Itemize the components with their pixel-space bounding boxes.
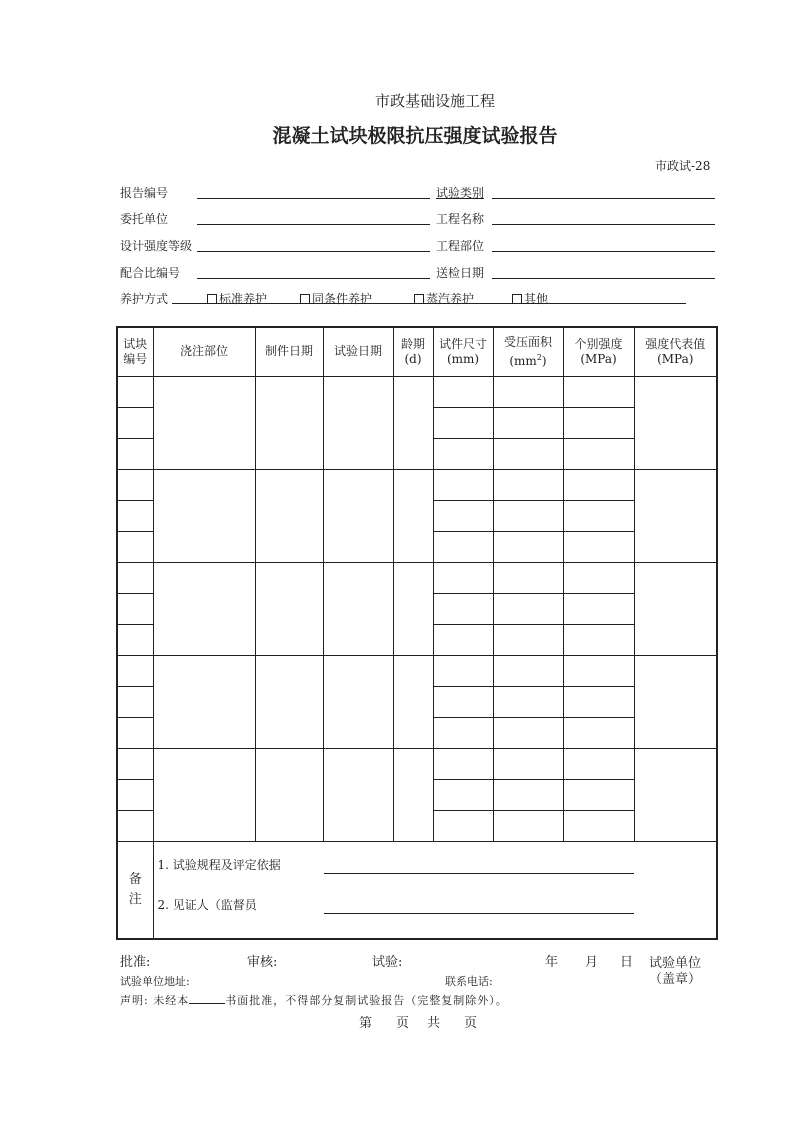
make-date-cell[interactable]: [255, 376, 323, 469]
test-label: 试验:: [372, 955, 403, 970]
remarks-item-2: 2. 见证人（监督员: [157, 897, 257, 912]
size-cell[interactable]: [433, 531, 493, 562]
block-no-cell[interactable]: [117, 593, 153, 624]
block-no-cell[interactable]: [117, 686, 153, 717]
test-date-cell[interactable]: [323, 655, 393, 748]
approve-label: 批准:: [120, 955, 151, 970]
age-cell[interactable]: [393, 469, 433, 562]
pour-part-cell[interactable]: [153, 562, 255, 655]
curing-option-label: 其他: [524, 292, 549, 306]
mix-no-label: 配合比编号: [120, 266, 181, 280]
strength-cell[interactable]: [563, 500, 634, 531]
area-cell[interactable]: [493, 810, 563, 841]
test-type-field[interactable]: [492, 198, 715, 199]
statement: 声明: 未经本 书面批准，不得部分复制试验报告（完整复制除外）。: [120, 994, 508, 1007]
remarks-row: [117, 841, 717, 939]
curing-label: 养护方式: [120, 292, 169, 306]
curing-option-label: 同条件养护: [312, 292, 373, 306]
col-age: 龄期 (d): [393, 327, 433, 376]
age-cell[interactable]: [393, 562, 433, 655]
block-no-cell[interactable]: [117, 438, 153, 469]
strength-cell[interactable]: [563, 438, 634, 469]
make-date-cell[interactable]: [255, 562, 323, 655]
test-date-cell[interactable]: [323, 469, 393, 562]
pour-part-cell[interactable]: [153, 655, 255, 748]
col-strength: 个别强度 (MPa): [563, 327, 634, 376]
strength-cell[interactable]: [563, 717, 634, 748]
strength-cell[interactable]: [563, 686, 634, 717]
statement-blank[interactable]: [189, 993, 225, 1004]
test-results-table: [116, 326, 718, 940]
size-cell[interactable]: [433, 686, 493, 717]
size-cell[interactable]: [433, 407, 493, 438]
col-make-date: 制件日期: [255, 327, 323, 376]
size-cell[interactable]: [433, 500, 493, 531]
strength-cell[interactable]: [563, 624, 634, 655]
stamp-line-2: （盖章）: [649, 972, 702, 987]
remarks-basis-field[interactable]: [324, 873, 634, 874]
strength-cell[interactable]: [563, 407, 634, 438]
stamp-line-1: 试验单位: [649, 956, 702, 971]
curing-option-steam[interactable]: [414, 290, 474, 307]
block-no-cell[interactable]: [117, 500, 153, 531]
review-label: 审核:: [247, 955, 278, 970]
strength-cell[interactable]: [563, 469, 634, 500]
test-type-label: 试验类别: [436, 186, 485, 200]
report-no-label: 报告编号: [120, 186, 169, 200]
witness-field[interactable]: [324, 913, 634, 914]
table-row: [117, 562, 717, 593]
area-cell[interactable]: [493, 593, 563, 624]
curing-option-other[interactable]: [512, 290, 548, 307]
representative-cell[interactable]: [634, 562, 717, 655]
area-cell[interactable]: [493, 438, 563, 469]
block-no-cell[interactable]: [117, 717, 153, 748]
design-grade-label: 设计强度等级: [120, 239, 193, 253]
submit-date-label: 送检日期: [436, 266, 485, 280]
size-cell[interactable]: [433, 717, 493, 748]
block-no-cell[interactable]: [117, 748, 153, 779]
size-cell[interactable]: [433, 779, 493, 810]
area-cell[interactable]: [493, 469, 563, 500]
month-label: 月: [585, 955, 599, 970]
test-date-cell[interactable]: [323, 376, 393, 469]
pour-part-cell[interactable]: [153, 748, 255, 841]
remarks-label: 备注: [117, 841, 153, 939]
col-representative: 强度代表值 (MPa): [634, 327, 717, 376]
representative-cell[interactable]: [634, 376, 717, 469]
strength-cell[interactable]: [563, 593, 634, 624]
area-cell[interactable]: [493, 500, 563, 531]
page-number: 第 页 共 页: [359, 1016, 478, 1031]
remarks-content: [153, 841, 717, 939]
size-cell[interactable]: [433, 655, 493, 686]
address-label: 试验单位地址:: [120, 975, 190, 988]
checkbox-icon[interactable]: [512, 294, 522, 304]
project-name-label: 工程名称: [436, 212, 485, 226]
area-cell[interactable]: [493, 562, 563, 593]
phone-label: 联系电话:: [445, 975, 493, 988]
size-cell[interactable]: [433, 469, 493, 500]
size-cell[interactable]: [433, 562, 493, 593]
block-no-cell[interactable]: [117, 531, 153, 562]
pour-part-cell[interactable]: [153, 376, 255, 469]
project-category: 市政基础设施工程: [374, 92, 495, 110]
project-part-label: 工程部位: [436, 239, 485, 253]
strength-cell[interactable]: [563, 376, 634, 407]
area-cell[interactable]: [493, 686, 563, 717]
year-label: 年: [545, 955, 559, 970]
report-no-field[interactable]: [197, 198, 430, 199]
col-block-no: 试块编号: [117, 327, 153, 376]
day-label: 日: [620, 955, 634, 970]
col-test-date: 试验日期: [323, 327, 393, 376]
area-cell[interactable]: [493, 407, 563, 438]
age-cell[interactable]: [393, 376, 433, 469]
checkbox-icon[interactable]: [300, 294, 310, 304]
representative-cell[interactable]: [634, 469, 717, 562]
strength-cell[interactable]: [563, 655, 634, 686]
size-cell[interactable]: [433, 376, 493, 407]
area-cell[interactable]: [493, 376, 563, 407]
age-cell[interactable]: [393, 655, 433, 748]
size-cell[interactable]: [433, 593, 493, 624]
test-date-cell[interactable]: [323, 748, 393, 841]
area-cell[interactable]: [493, 655, 563, 686]
col-size: 试件尺寸 (mm): [433, 327, 493, 376]
strength-cell[interactable]: [563, 810, 634, 841]
area-cell[interactable]: [493, 531, 563, 562]
test-date-cell[interactable]: [323, 562, 393, 655]
block-no-cell[interactable]: [117, 376, 153, 407]
make-date-cell[interactable]: [255, 469, 323, 562]
strength-cell[interactable]: [563, 562, 634, 593]
checkbox-icon[interactable]: [207, 294, 217, 304]
size-cell[interactable]: [433, 748, 493, 779]
curing-option-same-condition[interactable]: [300, 290, 372, 307]
block-no-cell[interactable]: [117, 407, 153, 438]
project-name-field[interactable]: [492, 224, 715, 225]
block-no-cell[interactable]: [117, 779, 153, 810]
block-no-cell[interactable]: [117, 655, 153, 686]
project-part-field[interactable]: [492, 251, 715, 252]
client-field[interactable]: [197, 224, 430, 225]
strength-cell[interactable]: [563, 779, 634, 810]
size-cell[interactable]: [433, 810, 493, 841]
pour-part-cell[interactable]: [153, 469, 255, 562]
curing-option-label: 蒸汽养护: [426, 292, 475, 306]
col-area: 受压面积 $(mm^2)$: [493, 327, 563, 376]
area-cell[interactable]: [493, 779, 563, 810]
table-row: [117, 469, 717, 500]
mix-no-field[interactable]: [197, 278, 430, 279]
block-no-cell[interactable]: [117, 810, 153, 841]
strength-cell[interactable]: [563, 531, 634, 562]
block-no-cell[interactable]: [117, 624, 153, 655]
client-label: 委托单位: [120, 212, 169, 226]
age-cell[interactable]: [393, 748, 433, 841]
test-unit-stamp: [649, 956, 701, 988]
table-row: [117, 655, 717, 686]
submit-date-field[interactable]: [492, 278, 715, 279]
remarks-item-1: 1. 试验规程及评定依据: [157, 857, 281, 872]
col-pour-part: 浇注部位: [153, 327, 255, 376]
curing-option-standard[interactable]: [207, 290, 267, 307]
table-row: [117, 748, 717, 779]
block-no-cell[interactable]: [117, 562, 153, 593]
size-cell[interactable]: [433, 624, 493, 655]
block-no-cell[interactable]: [117, 469, 153, 500]
make-date-cell[interactable]: [255, 748, 323, 841]
representative-cell[interactable]: [634, 748, 717, 841]
representative-cell[interactable]: [634, 655, 717, 748]
report-title: 混凝土试块极限抗压强度试验报告: [272, 125, 558, 147]
size-cell[interactable]: [433, 438, 493, 469]
area-cell[interactable]: [493, 624, 563, 655]
form-code: 市政试-28: [655, 159, 711, 173]
table-header-row: [117, 327, 717, 376]
table-row: [117, 376, 717, 407]
area-cell[interactable]: [493, 717, 563, 748]
make-date-cell[interactable]: [255, 655, 323, 748]
checkbox-icon[interactable]: [414, 294, 424, 304]
area-cell[interactable]: [493, 748, 563, 779]
strength-cell[interactable]: [563, 748, 634, 779]
design-grade-field[interactable]: [197, 251, 430, 252]
curing-option-label: 标准养护: [219, 292, 268, 306]
